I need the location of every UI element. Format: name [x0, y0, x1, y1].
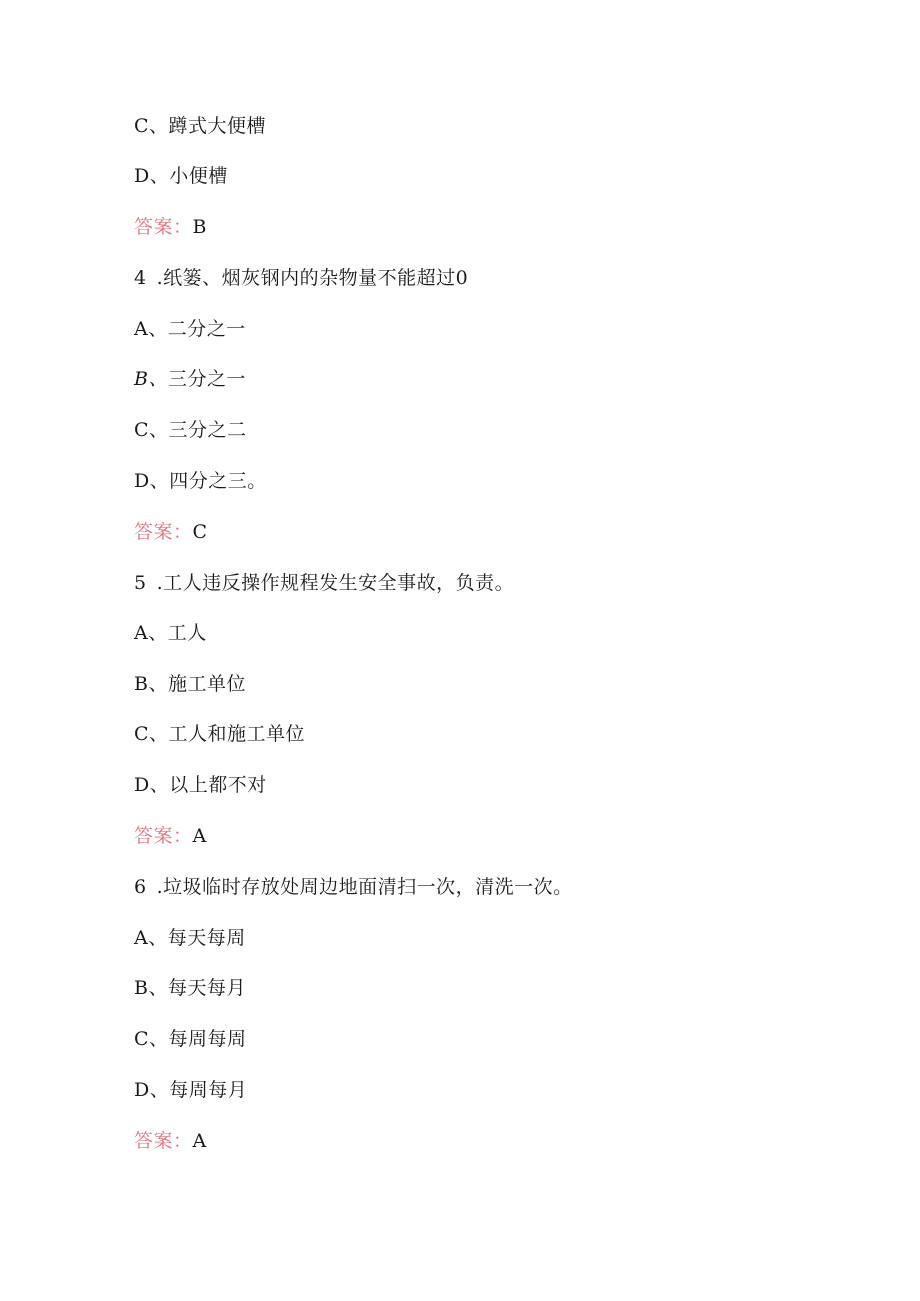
- option-text: 每周每月: [169, 1079, 248, 1101]
- option-label: A、: [134, 318, 168, 340]
- option-label: B、: [134, 673, 168, 695]
- question-number: 4: [134, 267, 147, 289]
- option-label: A、: [134, 622, 168, 644]
- question-text: .纸篓、烟灰钢内的杂物量不能超过0: [156, 267, 469, 289]
- option-text: 小便槽: [169, 165, 228, 187]
- answer-line: [134, 215, 207, 239]
- option-line: [134, 672, 246, 696]
- option-line: [134, 317, 246, 341]
- answer-label: 答案：: [134, 521, 193, 543]
- option-line: [134, 1027, 247, 1051]
- option-text: 每天每周: [167, 927, 246, 949]
- option-label: C、: [134, 723, 169, 745]
- option-line: [134, 367, 246, 391]
- option-text: 二分之一: [167, 318, 246, 340]
- option-line: [134, 469, 267, 493]
- question-text: .工人违反操作规程发生安全事故，负责。: [156, 572, 515, 594]
- question-line: [134, 266, 468, 290]
- option-line: [134, 621, 207, 645]
- option-line: [134, 418, 247, 442]
- answer-value: C: [192, 521, 208, 543]
- option-text: 施工单位: [167, 673, 246, 695]
- option-label: D、: [134, 1079, 170, 1101]
- option-line: [134, 722, 305, 746]
- option-text: 工人和施工单位: [168, 723, 306, 745]
- answer-label: 答案：: [134, 216, 193, 238]
- option-label: D、: [134, 165, 170, 187]
- question-number: 5: [134, 572, 147, 594]
- option-label: C、: [134, 115, 169, 137]
- question-text: .垃圾临时存放处周边地面清扫一次，清洗一次。: [156, 876, 573, 898]
- question-number: 6: [134, 876, 147, 898]
- option-label: A、: [134, 927, 168, 949]
- option-line: [134, 114, 266, 138]
- option-text: 四分之三。: [169, 470, 267, 492]
- option-line: [134, 164, 228, 188]
- option-label: C、: [134, 419, 169, 441]
- answer-label: 答案：: [134, 1130, 193, 1152]
- option-text: 每天每月: [167, 977, 246, 999]
- option-line: [134, 926, 246, 950]
- answer-value: B: [192, 216, 207, 238]
- answer-line: [134, 824, 207, 848]
- option-text: 三分之一: [167, 368, 246, 390]
- option-text: 蹲式大便槽: [168, 115, 267, 137]
- answer-value: A: [192, 825, 207, 847]
- option-label: B、: [134, 977, 168, 999]
- answer-value: A: [192, 1130, 207, 1152]
- option-text: 以上都不对: [169, 774, 267, 796]
- answer-line: [134, 1129, 207, 1153]
- option-text: 三分之二: [168, 419, 247, 441]
- question-line: [134, 875, 573, 899]
- option-line: [134, 773, 267, 797]
- option-text: 工人: [167, 622, 207, 644]
- option-line: [134, 976, 246, 1000]
- option-label: D、: [134, 470, 170, 492]
- answer-label: 答案：: [134, 825, 193, 847]
- option-text: 每周每周: [168, 1028, 247, 1050]
- option-label: C、: [134, 1028, 169, 1050]
- option-label: D、: [134, 774, 170, 796]
- option-line: [134, 1078, 247, 1102]
- answer-line: [134, 520, 208, 544]
- option-label: B、: [134, 368, 168, 390]
- question-line: [134, 571, 514, 595]
